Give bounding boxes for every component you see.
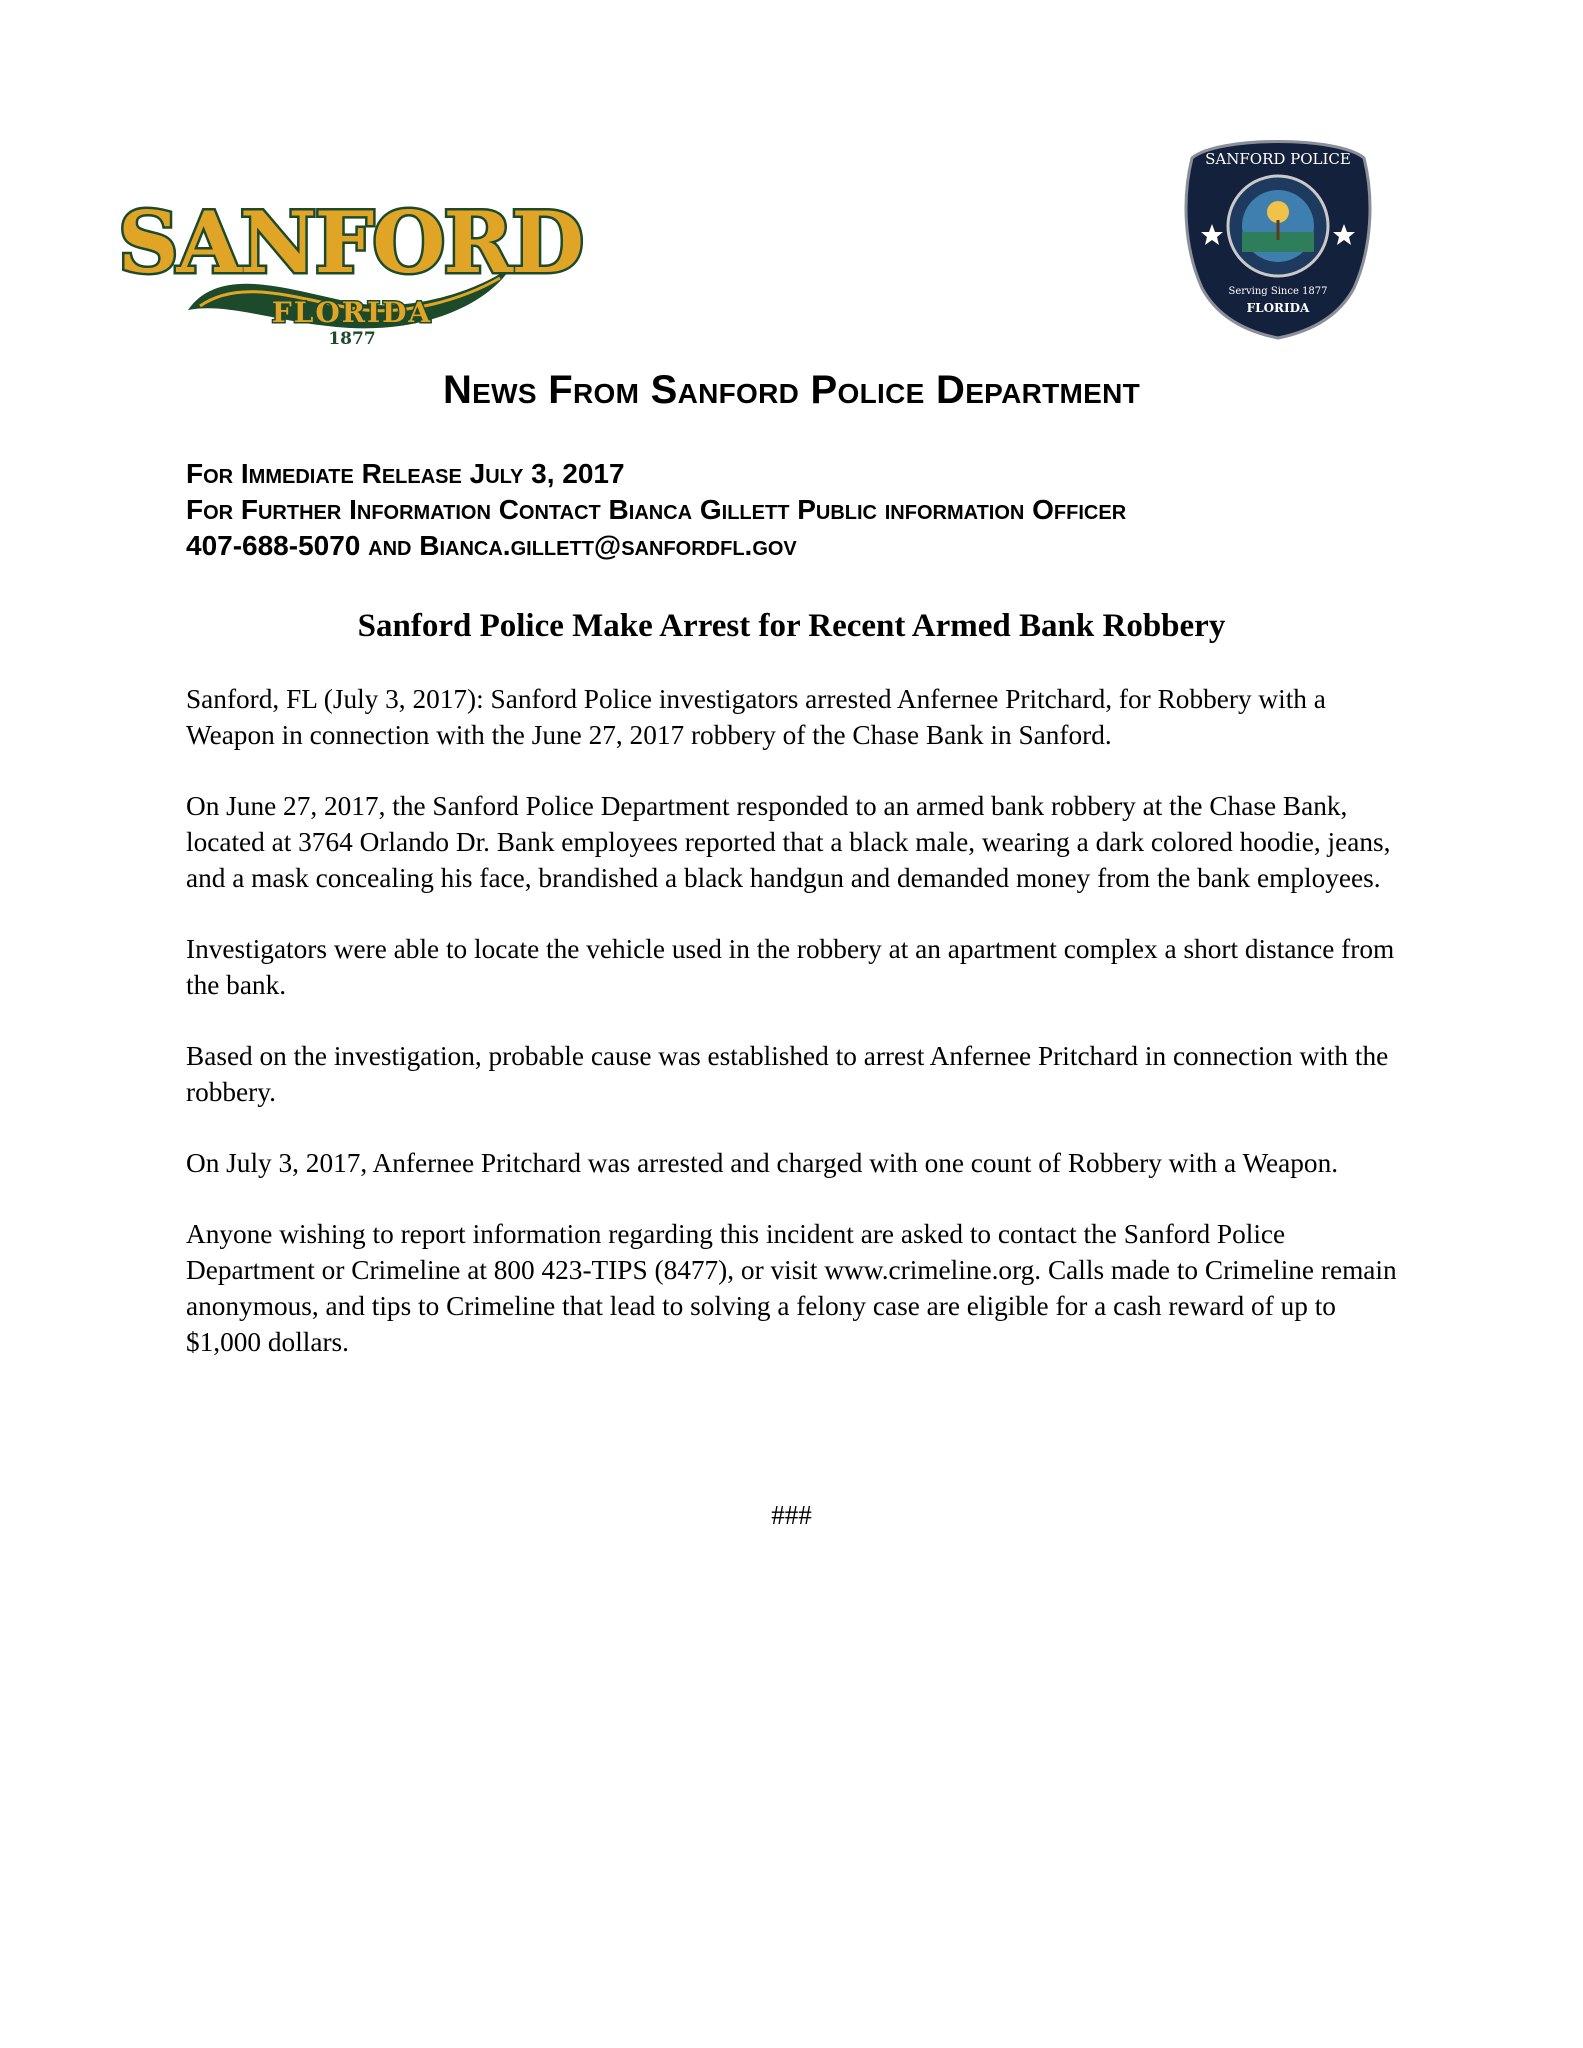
- svg-text:SANFORD: SANFORD: [117, 193, 583, 292]
- svg-text:1877: 1877: [328, 329, 376, 349]
- contact-phone-email-line: 407-688-5070 and Bianca.gillett@sanfordfl.gov: [186, 530, 797, 561]
- page-headline: News From Sanford Police Department: [442, 368, 1141, 412]
- article-title: Sanford Police Make Arrest for Recent Armed Bank Robbery: [357, 608, 1226, 644]
- svg-text:Serving Since 1877: Serving Since 1877: [1228, 286, 1328, 297]
- release-info: [186, 456, 1436, 564]
- paragraph: On July 3, 2017, Anfernee Pritchard was arrested and charged with one count of Robbery with a Weapon.: [186, 1148, 1339, 1179]
- contact-line: For Further Information Contact Bianca Gillett Public information Officer: [186, 494, 1127, 525]
- svg-text:FLORIDA: FLORIDA: [271, 296, 433, 329]
- paragraph: On June 27, 2017, the Sanford Police Department responded to an armed bank robbery at the Chase Bank, located at 3764 Orlando Dr. Bank employees reported that a black male, wearing a dark colored hoodie, jeans, and a mask concealing his face, brandished a black handgun and demanded money from the bank employees.: [186, 791, 1391, 893]
- release-date-line: For Immediate Release July 3, 2017: [186, 458, 625, 489]
- svg-text:SANFORD POLICE: SANFORD POLICE: [1205, 150, 1351, 168]
- paragraph: Anyone wishing to report information regarding this incident are asked to contact the Sanford Police Department or Crimeline at 800 423-TIPS (8477), or visit www.crimeline.org. Calls made to Crimeline remain anonymous, and tips to Crimeline that lead to solving a felony case are eligible for a cash reward of up to $1,000 dollars.: [186, 1219, 1397, 1357]
- article-body: [186, 682, 1416, 1396]
- svg-text:FLORIDA: FLORIDA: [1246, 301, 1310, 315]
- paragraph: Based on the investigation, probable cause was established to arrest Anfernee Pritchard in connection with the robbery.: [186, 1040, 1389, 1107]
- paragraph: Investigators were able to locate the vehicle used in the robbery at an apartment complex a short distance from the bank.: [186, 933, 1395, 1000]
- sanford-florida-logo: [117, 182, 583, 349]
- paragraph: Sanford, FL (July 3, 2017): Sanford Police investigators arrested Anfernee Pritchard, for Robbery with a Weapon in connection with the June 27, 2017 robbery of the Chase Bank in Sanford.: [186, 684, 1326, 750]
- sanford-police-badge: [1178, 128, 1378, 338]
- end-mark: ###: [771, 1500, 812, 1530]
